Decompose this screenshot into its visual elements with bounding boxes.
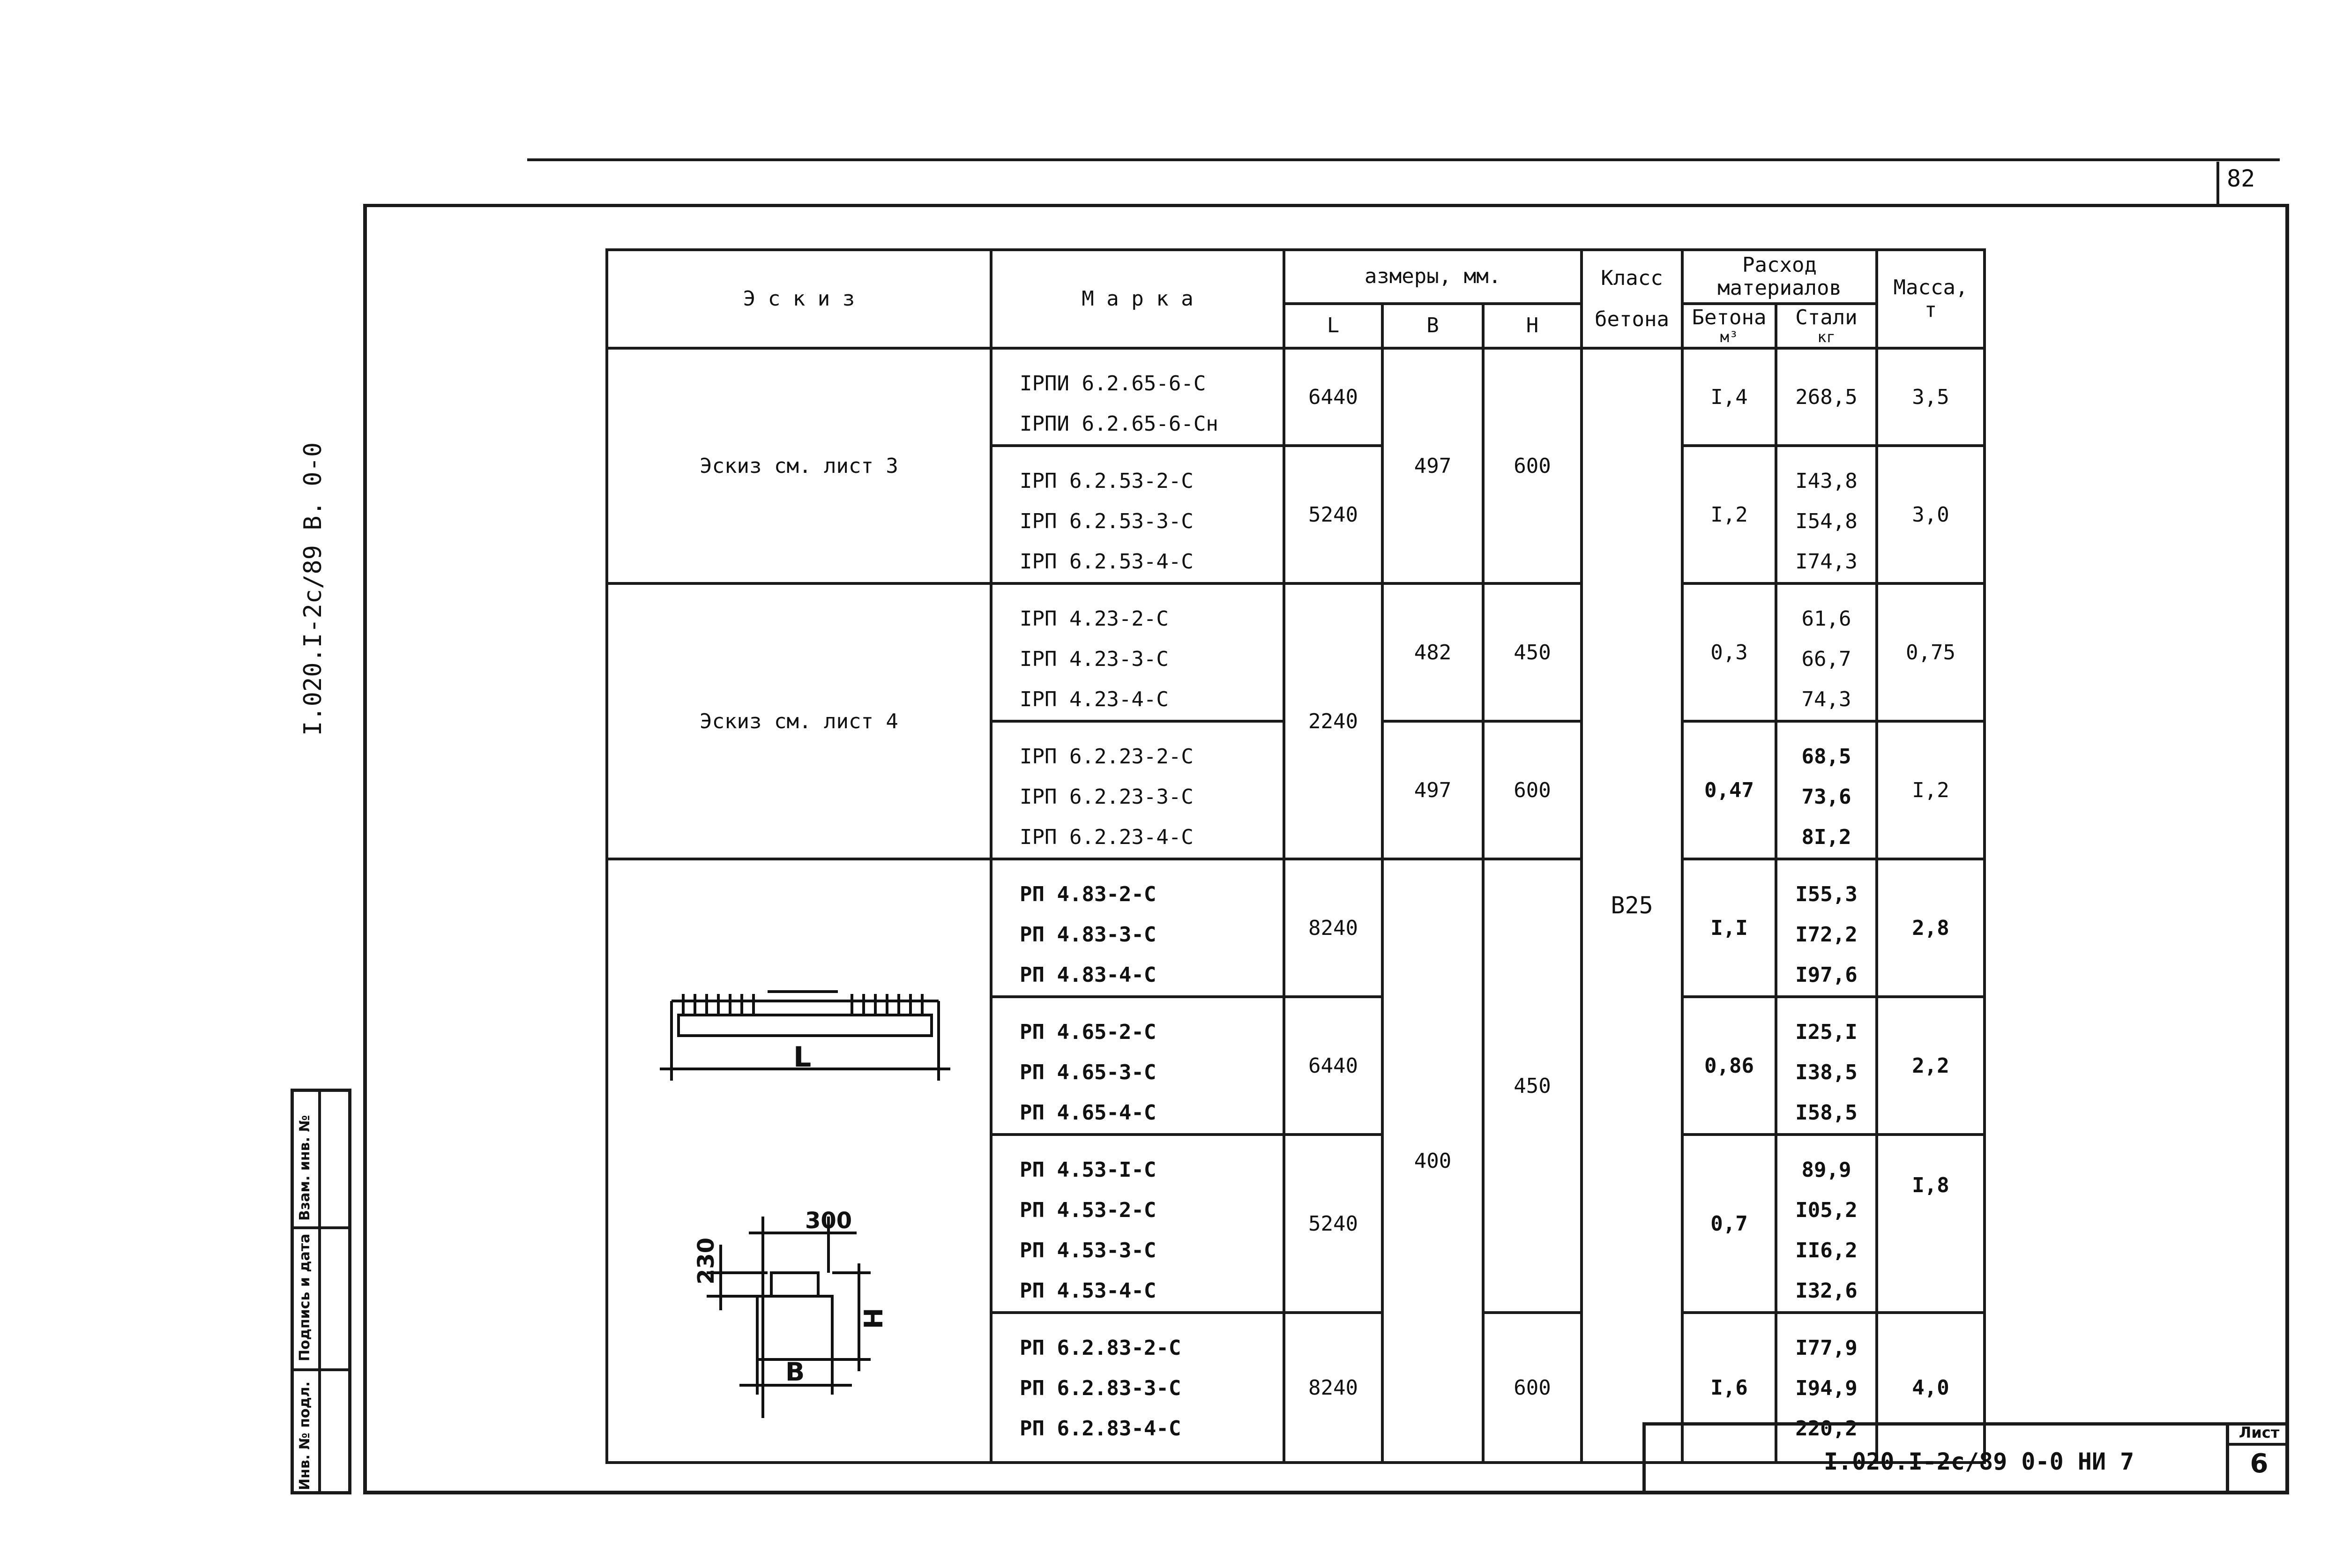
title-block — [1642, 1422, 2289, 1494]
side-stamp — [291, 1089, 351, 1494]
mass-group-1: 3,0 — [1877, 446, 1985, 583]
H-group-3: 600 — [1483, 721, 1582, 859]
concrete-group-6: 0,7 — [1682, 1135, 1776, 1313]
mass-group-3: I,2 — [1877, 721, 1985, 859]
side-stamp-label-2: Подпись и дата — [297, 1233, 313, 1361]
marks-group-4: РП 4.83-2-С РП 4.83-3-С РП 4.83-4-С — [991, 859, 1284, 997]
marks-group-1: IРП 6.2.53-2-С IРП 6.2.53-3-С IРП 6.2.53-4-С — [991, 446, 1284, 583]
sketch-label-B: В — [785, 1357, 805, 1387]
sketch-note-1: Эскиз см. лист 3 — [607, 348, 991, 583]
rebar-ticks-right — [852, 994, 922, 1015]
concrete-group-4: I,I — [1682, 859, 1776, 997]
header-mass: Масса, т — [1877, 250, 1985, 348]
marks-group-6: РП 4.53-I-С РП 4.53-2-С РП 4.53-3-С РП 4.53-4-С — [991, 1135, 1284, 1313]
concrete-group-5: 0,86 — [1682, 997, 1776, 1135]
L-group-2-3: 2240 — [1284, 583, 1382, 859]
L-group-1: 5240 — [1284, 446, 1382, 583]
mass-group-7: 4,0 — [1877, 1313, 1985, 1463]
B-group-3: 497 — [1382, 721, 1483, 859]
header-L: L — [1284, 304, 1382, 348]
header-mark: М а р к а — [991, 250, 1284, 348]
concrete-group-2: 0,3 — [1682, 583, 1776, 721]
sketch-label-300: 300 — [805, 1208, 852, 1234]
steel-group-1: I43,8 I54,8 I74,3 — [1776, 446, 1877, 583]
B-group-2: 482 — [1382, 583, 1483, 721]
concrete-class: В25 — [1582, 348, 1682, 1463]
beam-sketch — [608, 860, 991, 1418]
steel-group-7: I77,9 I94,9 220,2 — [1776, 1313, 1877, 1463]
marks-group-7: РП 6.2.83-2-С РП 6.2.83-3-С РП 6.2.83-4-С — [991, 1313, 1284, 1463]
sketch-note-2: Эскиз см. лист 4 — [607, 583, 991, 859]
B-rp: 400 — [1382, 859, 1483, 1463]
page-number: 82 — [2227, 165, 2255, 192]
steel-group-3: 68,5 73,6 8I,2 — [1776, 721, 1877, 859]
sketch-drawing-cell — [607, 859, 991, 1463]
marks-group-5: РП 4.65-2-С РП 4.65-3-С РП 4.65-4-С — [991, 997, 1284, 1135]
specification-table — [605, 248, 1986, 1464]
L-group-4: 8240 — [1284, 859, 1382, 997]
beam-body — [679, 1015, 932, 1036]
header-steel: Стали кг — [1776, 304, 1877, 348]
rebar-ticks-left — [683, 994, 754, 1015]
mass-group-5: 2,2 — [1877, 997, 1985, 1135]
sheet-box — [2226, 1422, 2289, 1494]
concrete-group-3: 0,47 — [1682, 721, 1776, 859]
side-stamp-label-1: Инв. № подл. — [297, 1381, 313, 1490]
side-stamp-label-3: Взам. инв. № — [297, 1115, 313, 1221]
L-group-5: 6440 — [1284, 997, 1382, 1135]
H-rp4: 450 — [1483, 859, 1582, 1313]
mass-group-6: I,8 — [1877, 1135, 1985, 1313]
top-rule — [527, 158, 2280, 161]
sheet-number: 6 — [2250, 1449, 2268, 1479]
marks-group-2: IРП 4.23-2-С IРП 4.23-3-С IРП 4.23-4-С — [991, 583, 1284, 721]
concrete-group-0: I,4 — [1682, 348, 1776, 446]
header-B: В — [1382, 304, 1483, 348]
header-concrete-class: Класс бетона — [1582, 250, 1682, 348]
marks-group-3: IРП 6.2.23-2-С IРП 6.2.23-3-С IРП 6.2.23-4-С — [991, 721, 1284, 859]
B-group-0-1: 497 — [1382, 348, 1483, 583]
mass-group-2: 0,75 — [1877, 583, 1985, 721]
L-group-0: 6440 — [1284, 348, 1382, 446]
table-row — [607, 348, 1985, 446]
sketch-label-230: 230 — [693, 1237, 719, 1284]
table-row — [607, 859, 1985, 997]
marks-group-0: IРПИ 6.2.65-6-С IРПИ 6.2.65-6-Сн — [991, 348, 1284, 446]
section-top — [771, 1273, 818, 1296]
table-row — [607, 583, 1985, 721]
side-code: I.020.I-2с/89 В. 0-0 — [299, 442, 327, 736]
header-consumption: Расход материалов — [1682, 250, 1877, 304]
section-body — [757, 1296, 832, 1359]
H-rp6: 600 — [1483, 1313, 1582, 1463]
steel-group-6: 89,9 I05,2 II6,2 I32,6 — [1776, 1135, 1877, 1313]
sketch-label-H: Н — [859, 1307, 888, 1329]
concrete-group-1: I,2 — [1682, 446, 1776, 583]
sheet-label: Лист — [2229, 1422, 2289, 1446]
title-block-code: I.020.I-2с/89 0-0 НИ 7 — [1824, 1448, 2134, 1475]
mass-group-0: 3,5 — [1877, 348, 1985, 446]
H-group-2: 450 — [1483, 583, 1582, 721]
mass-group-4: 2,8 — [1877, 859, 1985, 997]
header-H: Н — [1483, 304, 1582, 348]
concrete-group-7: I,6 — [1682, 1313, 1776, 1463]
steel-group-0: 268,5 — [1776, 348, 1877, 446]
H-group-0-1: 600 — [1483, 348, 1582, 583]
steel-group-2: 61,6 66,7 74,3 — [1776, 583, 1877, 721]
header-concrete-volume: Бетона м³ — [1682, 304, 1776, 348]
sketch-label-L: L — [793, 1041, 812, 1074]
L-group-6: 5240 — [1284, 1135, 1382, 1313]
L-group-7: 8240 — [1284, 1313, 1382, 1463]
header-sketch: Э с к и з — [607, 250, 991, 348]
steel-group-5: I25,I I38,5 I58,5 — [1776, 997, 1877, 1135]
header-dims: азмеры, мм. — [1284, 250, 1582, 304]
page-number-box-left — [2216, 162, 2219, 204]
steel-group-4: I55,3 I72,2 I97,6 — [1776, 859, 1877, 997]
